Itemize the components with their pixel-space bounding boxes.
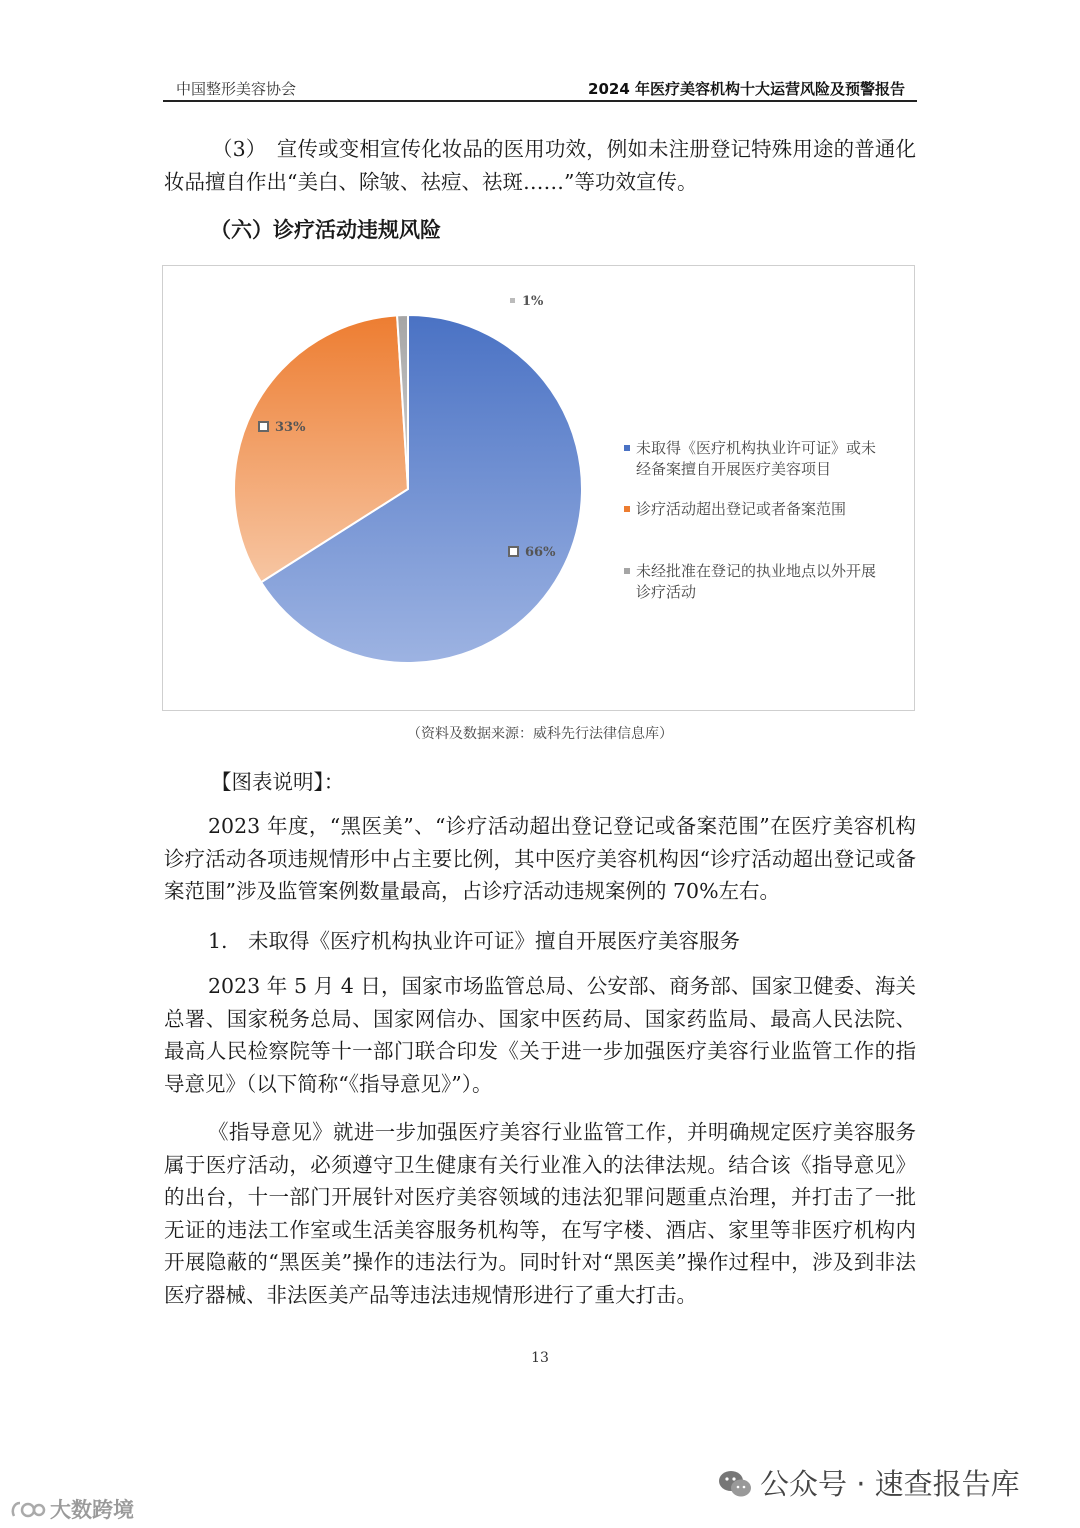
data-label-66pct: 66% (508, 545, 555, 560)
pie-chart (163, 266, 916, 712)
data-label-1pct: 1% (510, 294, 543, 309)
chart-note-label: 【图表说明】： (211, 770, 345, 794)
paragraph-2023: 2023 年度，“黑医美”、“诊疗活动超出登记登记或备案范围”在医疗美容机构诊疗活动各项违规情形中占主要比例，其中医疗美容机构因“诊疗活动超出登记或备案范围”涉及监管案例数量最高，占诊疗活动违规案例的 70%左右。 (164, 814, 916, 903)
legend-swatch-blue (624, 445, 630, 451)
logo-icon (10, 1500, 46, 1520)
chart-source-note: （资料及数据来源：威科先行法律信息库） (407, 726, 673, 742)
legend-item-unlicensed: 未取得《医疗机构执业许可证》或未 经备案擅自开展医疗美容项目 (636, 438, 876, 480)
pie-chart-frame (162, 265, 915, 711)
paragraph-guidance: 《指导意见》就进一步加强医疗美容行业监管工作，并明确规定医疗美容服务属于医疗活动，必须遵守卫生健康有关行业准入的法律法规。结合该《指导意见》的出台，十一部门开展针对医疗美容领域的违法犯罪问题重点治理，并打击了一批无证的违法工作室或生活美容服务机构等，在写字楼、酒店、家里等非医疗机构内开展隐蔽的“黑医美”操作的违法行为。同时针对“黑医美”操作过程中，涉及到非法医疗器械、非法医美产品等违法违规情形进行了重大打击。 (164, 1120, 916, 1307)
paragraph-may-2023: 2023 年 5 月 4 日，国家市场监管总局、公安部、商务部、国家卫健委、海关总署、国家税务总局、国家网信办、国家中医药局、国家药监局、最高人民法院、最高人民检察院等十一部门联合印发《关于进一步加强医疗美容行业监管工作的指导意见》（以下简称“《指导意见》”）。 (164, 974, 916, 1096)
wechat-icon (718, 1470, 752, 1498)
legend-swatch-orange (624, 506, 630, 512)
legend-swatch-gray (624, 568, 630, 574)
header-report-title: 2024 年医疗美容机构十大运营风险及预警报告 (588, 80, 905, 98)
paragraph-3: （3） 宣传或变相宣传化妆品的医用功效，例如未注册登记特殊用途的普通化妆品擅自作出“美白、除皱、祛痘、祛斑……”等功效宣传。 (164, 137, 916, 194)
section-heading: （六）诊疗活动违规风险 (210, 218, 441, 242)
header-rule (163, 100, 917, 102)
watermark-wechat: 公众号 · 速查报告库 (718, 1462, 1020, 1503)
legend-item-unapproved-location: 未经批准在登记的执业地点以外开展 诊疗活动 (636, 561, 876, 603)
header-org: 中国整形美容协会 (176, 80, 297, 98)
data-label-33pct: 33% (258, 420, 305, 435)
watermark-left: 大数跨境 (10, 1494, 134, 1524)
legend-item-out-of-scope: 诊疗活动超出登记或者备案范围 (636, 499, 846, 520)
page-number: 13 (531, 1350, 549, 1366)
list-item-1: 1. 未取得《医疗机构执业许可证》擅自开展医疗美容服务 (208, 929, 741, 953)
